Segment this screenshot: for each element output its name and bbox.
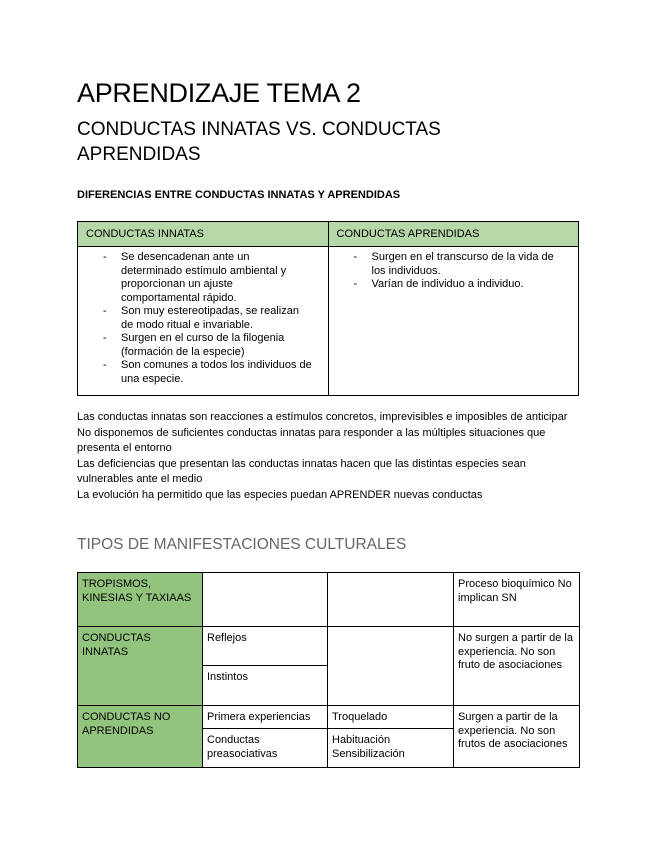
note-cell: No surgen a partir de la experiencia. No son fruto de asociaciones bbox=[454, 627, 580, 706]
category-cell: CONDUCTAS INNATAS bbox=[78, 627, 203, 706]
table-cell: Conductas preasociativas bbox=[203, 729, 328, 768]
table-cell: Habituación Sensibilización bbox=[328, 729, 454, 768]
page-title: APRENDIZAJE TEMA 2 bbox=[77, 78, 361, 108]
page-subtitle: CONDUCTAS INNATAS VS. CONDUCTAS APRENDIDAS bbox=[77, 119, 441, 165]
table-cell: Troquelado bbox=[328, 706, 454, 729]
list-item: - Son comunes a todos los individuos de una especie. bbox=[86, 359, 320, 386]
innatas-cell bbox=[78, 247, 329, 396]
paragraph: No disponemos de suficientes conductas innatas para responder a las múltiples situaciones que presenta el entorno bbox=[77, 426, 546, 454]
types-table bbox=[77, 572, 580, 768]
differences-heading: DIFERENCIAS ENTRE CONDUCTAS INNATAS Y APRENDIDAS bbox=[77, 189, 401, 201]
paragraph: Las conductas innatas son reacciones a estímulos concretos, imprevisibles e imposibles de anticipar bbox=[77, 411, 568, 423]
list-item: - Son muy estereotipadas, se realizan de modo ritual e invariable. bbox=[86, 305, 320, 332]
comparison-body-row bbox=[78, 247, 579, 396]
paragraph: Las deficiencias que presentan las conductas innatas hacen que las distintas especies sean vulnerables ante el medio bbox=[77, 457, 526, 485]
category-cell: CONDUCTAS NO APRENDIDAS bbox=[78, 706, 203, 768]
list-item: - Surgen en el transcurso de la vida de los individuos. bbox=[337, 251, 571, 278]
list-item: - Se desencadenan ante un determinado estímulo ambiental y proporcionan un ajuste comportamental rápido. bbox=[86, 251, 320, 305]
table-cell: Reflejos bbox=[203, 627, 328, 666]
table-row bbox=[78, 706, 580, 729]
list-item: - Varían de individuo a individuo. bbox=[337, 278, 571, 292]
table-cell: Primera experiencias bbox=[203, 706, 328, 729]
types-heading: TIPOS DE MANIFESTACIONES CULTURALES bbox=[77, 536, 407, 553]
list-item: - Surgen en el curso de la filogenia (formación de la especie) bbox=[86, 332, 320, 359]
category-cell: TROPISMOS, KINESIAS Y TAXIAAS bbox=[78, 573, 203, 627]
aprendidas-list bbox=[337, 251, 571, 292]
table-cell bbox=[203, 573, 328, 627]
aprendidas-cell bbox=[328, 247, 579, 396]
table-row bbox=[78, 573, 580, 627]
body-paragraphs bbox=[77, 410, 577, 503]
innatas-list bbox=[86, 251, 320, 386]
comparison-header-row bbox=[78, 222, 579, 247]
table-cell bbox=[328, 627, 454, 706]
header-innatas: CONDUCTAS INNATAS bbox=[78, 222, 329, 247]
header-aprendidas: CONDUCTAS APRENDIDAS bbox=[328, 222, 579, 247]
note-cell: Proceso bioquímico No implican SN bbox=[454, 573, 580, 627]
paragraph: La evolución ha permitido que las especies puedan APRENDER nuevas conductas bbox=[77, 488, 483, 501]
table-cell: Instintos bbox=[203, 666, 328, 706]
table-cell bbox=[328, 573, 454, 627]
table-row bbox=[78, 627, 580, 666]
note-cell: Surgen a partir de la experiencia. No son frutos de asociaciones bbox=[454, 706, 580, 768]
comparison-table bbox=[77, 221, 579, 396]
